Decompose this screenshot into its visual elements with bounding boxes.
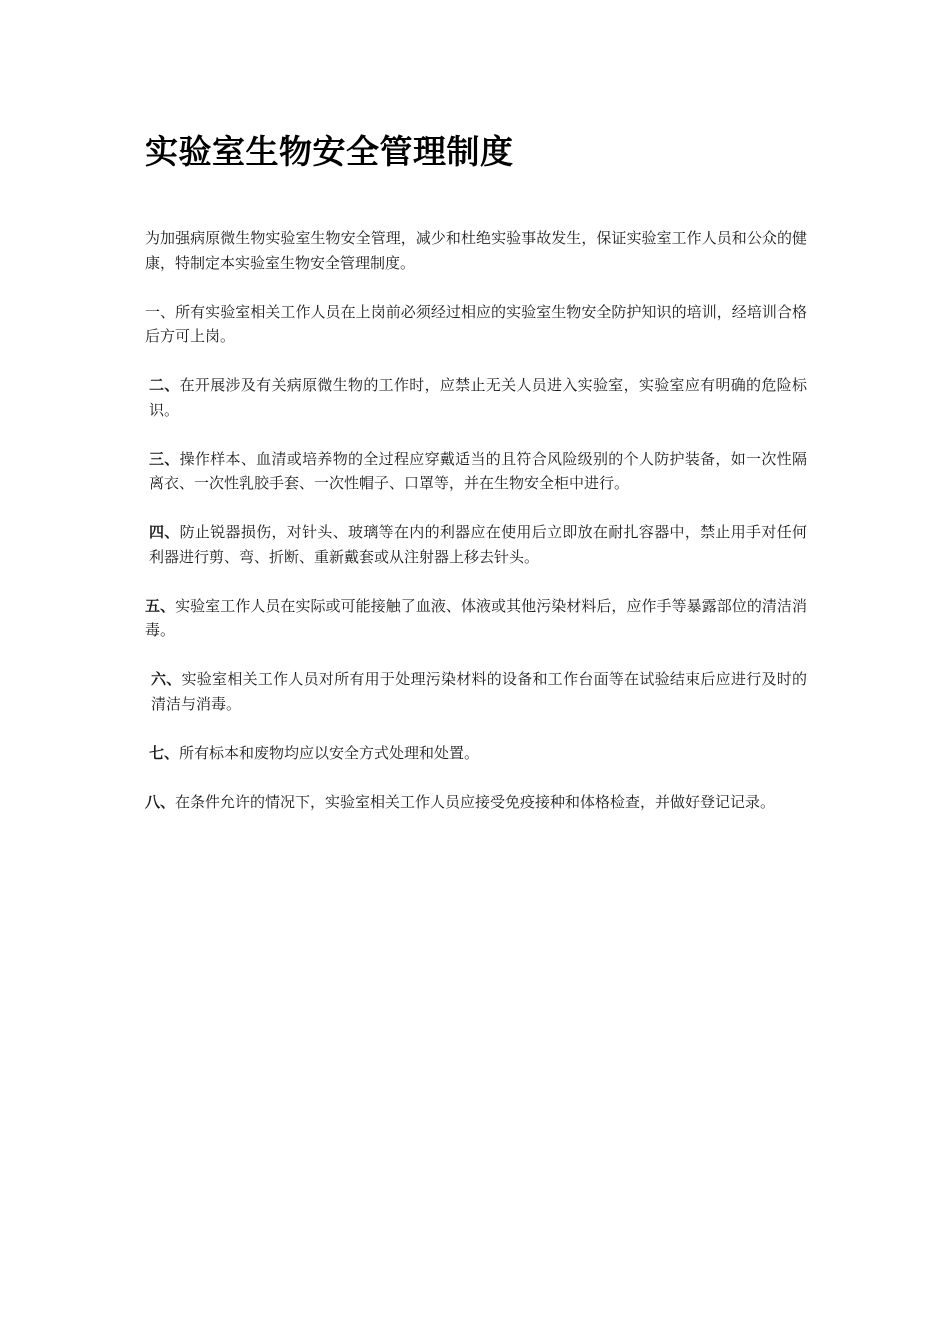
intro-paragraph: 为加强病原微生物实验室生物安全管理，减少和杜绝实验事故发生，保证实验室工作人员和公众的健康，特制定本实验室生物安全管理制度。	[145, 229, 807, 272]
clause-text: 实验室相关工作人员对所有用于处理污染材料的设备和工作台面等在试验结束后应进行及时的清洁与消毒。	[151, 670, 807, 713]
clause-text: 在开展涉及有关病原微生物的工作时，应禁止无关人员进入实验室，实验室应有明确的危险标识。	[149, 376, 807, 419]
clause-number: 四、	[149, 523, 180, 541]
clause-1	[145, 300, 807, 349]
clause-text: 防止锐器损伤，对针头、玻璃等在内的利器应在使用后立即放在耐扎容器中，禁止用手对任何利器进行剪、弯、折断、重新戴套或从注射器上移去针头。	[149, 523, 807, 566]
clause-text: 操作样本、血清或培养物的全过程应穿戴适当的且符合风险级别的个人防护装备，如一次性隔离衣、一次性乳胶手套、一次性帽子、口罩等，并在生物安全柜中进行。	[149, 449, 807, 492]
clause-text: 所有实验室相关工作人员在上岗前必须经过相应的实验室生物安全防护知识的培训，经培训合格后方可上岗。	[145, 302, 807, 345]
clause-5	[145, 594, 807, 643]
document-title: 实验室生物安全管理制度	[145, 132, 514, 171]
clause-number: 五、	[145, 596, 176, 615]
clause-number: 三、	[149, 449, 180, 468]
clause-2	[145, 373, 807, 422]
clause-text: 在条件允许的情况下，实验室相关工作人员应接受免疫接种和体格检查，并做好登记记录。	[175, 792, 776, 811]
clause-number: 八、	[145, 792, 176, 811]
clause-3	[145, 447, 807, 496]
document-body	[145, 128, 807, 814]
clause-number: 六、	[151, 670, 182, 688]
clause-7	[145, 741, 807, 766]
clause-number: 七、	[149, 743, 180, 762]
clause-text: 所有标本和废物均应以安全方式处理和处置。	[179, 743, 480, 762]
clause-4	[145, 520, 807, 569]
clause-number: 一、	[145, 302, 176, 321]
clause-text: 实验室工作人员在实际或可能接触了血液、体液或其他污染材料后，应作手等暴露部位的清洁消毒。	[145, 596, 807, 639]
clause-6	[145, 667, 807, 716]
clause-8	[145, 790, 807, 815]
clause-number: 二、	[149, 376, 180, 394]
